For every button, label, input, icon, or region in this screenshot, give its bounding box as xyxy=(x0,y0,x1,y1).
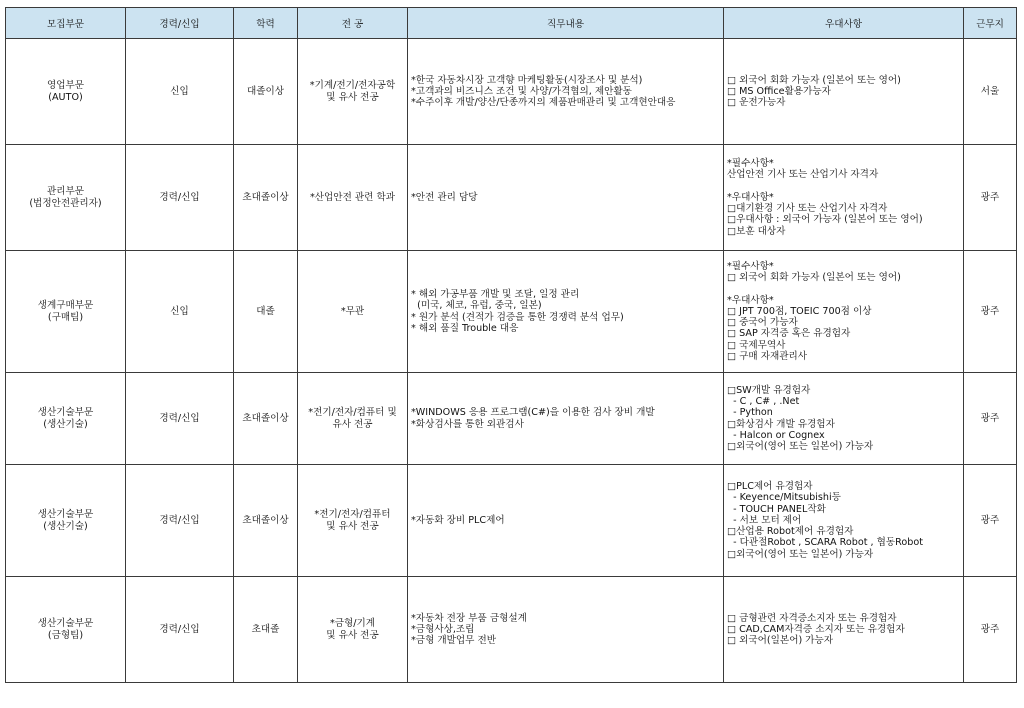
dept-cell xyxy=(6,39,126,145)
dept-cell-line: (생산기술) xyxy=(43,418,88,430)
education-cell-line: 대졸 xyxy=(256,305,275,317)
duties-cell-line: *안전 관리 담당 xyxy=(411,191,478,203)
duties-cell-line: * 원가 분석 (견적가 검증을 통한 경쟁력 분석 업무) xyxy=(411,311,624,323)
location-cell xyxy=(964,145,1017,251)
table-row xyxy=(6,39,1017,145)
major-cell xyxy=(298,251,408,373)
preferences-cell-line xyxy=(727,283,960,294)
duties-cell-line: *화상검사를 통한 외관검사 xyxy=(411,418,524,430)
location-cell-line: 서울 xyxy=(980,85,1000,97)
preferences-cell-line: □ 중국어 가능자 xyxy=(727,317,798,329)
education-cell xyxy=(234,39,298,145)
dept-cell-line: (구매팀) xyxy=(47,311,84,323)
header-career: 경력/신입 xyxy=(126,8,234,39)
dept-cell-line: 생산기술부문 xyxy=(37,617,94,629)
preferences-cell-line: □ JPT 700점, TOEIC 700점 이상 xyxy=(727,305,872,317)
dept-cell-line: 생산기술부문 xyxy=(37,406,94,418)
preferences-cell-line: □대기환경 기사 또는 산업기사 자격자 xyxy=(727,203,888,215)
location-cell xyxy=(964,251,1017,373)
career-cell xyxy=(126,251,234,373)
career-cell-line: 경력/신입 xyxy=(159,191,200,203)
duties-cell xyxy=(408,145,724,251)
preferences-cell-line: *필수사항* xyxy=(727,157,774,169)
preferences-cell-line: □ CAD,CAM자격증 소지자 또는 유경험자 xyxy=(727,623,905,635)
duties-cell-line: *한국 자동차시장 고객향 마케팅활동(시장조사 및 분석) xyxy=(411,74,643,86)
education-cell-line: 대졸이상 xyxy=(246,85,285,97)
duties-cell xyxy=(408,251,724,373)
location-cell-line: 광주 xyxy=(980,412,1000,424)
major-cell-line: *산업안전 관련 학과 xyxy=(309,191,396,203)
preferences-cell-line: □ 운전가능자 xyxy=(727,97,786,109)
education-cell xyxy=(234,465,298,577)
education-cell-line: 초대졸 xyxy=(251,623,280,635)
preferences-cell-line: □ 국제무역사 xyxy=(727,339,786,351)
dept-cell xyxy=(6,373,126,465)
career-cell-line: 신입 xyxy=(170,305,189,317)
preferences-cell-line: - TOUCH PANEL작화 xyxy=(727,503,826,515)
duties-cell-line: *수주이후 개발/양산/단종까지의 제품판매관리 및 고객현안대응 xyxy=(411,97,676,109)
recruitment-table xyxy=(5,7,1017,683)
duties-cell xyxy=(408,465,724,577)
major-cell-line: *무관 xyxy=(340,305,365,317)
location-cell xyxy=(964,465,1017,577)
duties-cell xyxy=(408,39,724,145)
major-cell xyxy=(298,465,408,577)
preferences-cell xyxy=(724,145,964,251)
major-cell-line: 및 유사 전공 xyxy=(326,629,379,641)
major-cell-line: *기계/전기/전자공학 xyxy=(309,79,396,91)
career-cell-line: 경력/신입 xyxy=(159,623,200,635)
header-dept: 모집부문 xyxy=(6,8,126,39)
header-major: 전 공 xyxy=(298,8,408,39)
duties-cell-line: *자동차 전장 부품 금형설계 xyxy=(411,612,527,624)
preferences-cell-line: - C , C# , .Net xyxy=(727,395,800,407)
major-cell xyxy=(298,145,408,251)
preferences-cell xyxy=(724,251,964,373)
major-cell xyxy=(298,577,408,683)
header-row xyxy=(6,8,1017,39)
preferences-cell-line: □보훈 대상자 xyxy=(727,225,786,237)
career-cell-line: 경력/신입 xyxy=(159,412,200,424)
dept-cell xyxy=(6,465,126,577)
education-cell xyxy=(234,251,298,373)
dept-cell-line: (법정안전관리자) xyxy=(29,197,102,209)
preferences-cell-line: □ SAP 자격증 혹은 유경험자 xyxy=(727,328,851,340)
career-cell xyxy=(126,39,234,145)
preferences-cell-line: □외국어(영어 또는 일본어) 가능자 xyxy=(727,441,874,453)
preferences-cell-line: □ 구매 자재관리사 xyxy=(727,351,808,363)
dept-cell xyxy=(6,145,126,251)
location-cell xyxy=(964,39,1017,145)
duties-cell-line: *금형사상,조립 xyxy=(411,623,475,635)
header-preferences: 우대사항 xyxy=(724,8,964,39)
table-row xyxy=(6,145,1017,251)
dept-cell xyxy=(6,251,126,373)
career-cell xyxy=(126,465,234,577)
preferences-cell-line: □ 외국어(일본어) 가능자 xyxy=(727,635,834,647)
preferences-cell xyxy=(724,373,964,465)
dept-cell-line: 영업부문 xyxy=(46,79,85,91)
location-cell-line: 광주 xyxy=(980,191,1000,203)
preferences-cell xyxy=(724,465,964,577)
major-cell-line: 및 유사 전공 xyxy=(326,91,379,103)
table-row xyxy=(6,577,1017,683)
location-cell xyxy=(964,577,1017,683)
preferences-cell-line: - Python xyxy=(727,407,773,419)
major-cell-line: 및 유사 전공 xyxy=(326,520,379,532)
dept-cell-line: 생산기술부문 xyxy=(37,508,94,520)
dept-cell-line: (생산기술) xyxy=(43,520,88,532)
preferences-cell-line: □SW개발 유경험자 xyxy=(727,384,811,396)
duties-cell-line: *금형 개발업무 전반 xyxy=(411,635,497,647)
preferences-cell-line: □화상검사 개발 유경험자 xyxy=(727,418,835,430)
preferences-cell-line: 산업안전 기사 또는 산업기사 자격자 xyxy=(727,169,879,181)
preferences-cell xyxy=(724,39,964,145)
preferences-cell-line: - Keyence/Mitsubishi등 xyxy=(727,492,841,504)
location-cell-line: 광주 xyxy=(980,623,1000,635)
location-cell-line: 광주 xyxy=(980,514,1000,526)
major-cell-line: 유사 전공 xyxy=(332,418,373,430)
duties-cell-line: *WINDOWS 응용 프로그램(C#)을 이용한 검사 장비 개발 xyxy=(411,407,655,419)
career-cell xyxy=(126,577,234,683)
duties-cell-line: *고객과의 비즈니스 조건 및 사양/가격협의, 제안활동 xyxy=(411,85,632,97)
career-cell xyxy=(126,145,234,251)
career-cell-line: 경력/신입 xyxy=(159,514,200,526)
preferences-cell-line: □외국어(영어 또는 일본어) 가능자 xyxy=(727,548,874,560)
preferences-cell-line: □ 금형관련 자격증소지자 또는 유경험자 xyxy=(727,612,897,624)
dept-cell-line: 생계구매부문 xyxy=(37,299,94,311)
header-duties: 직무내용 xyxy=(408,8,724,39)
career-cell-line: 신입 xyxy=(170,85,189,97)
dept-cell-line: (금형팀) xyxy=(47,629,84,641)
dept-cell-line: 관리부문 xyxy=(46,185,85,197)
table-row xyxy=(6,373,1017,465)
preferences-cell-line: *우대사항* xyxy=(727,294,774,306)
header-location: 근무지 xyxy=(964,8,1017,39)
duties-cell-line: * 해외 품질 Trouble 대응 xyxy=(411,322,519,334)
preferences-cell-line: - 다관절Robot , SCARA Robot , 협동Robot xyxy=(727,537,923,549)
major-cell-line: *전기/전자/컴퓨터 xyxy=(314,508,391,520)
preferences-cell-line: □PLC제어 유경험자 xyxy=(727,480,813,492)
duties-cell-line: (미국, 체코, 유럽, 중국, 일본) xyxy=(411,300,542,312)
duties-cell-line: *자동화 장비 PLC제어 xyxy=(411,514,505,526)
preferences-cell-line xyxy=(727,181,960,192)
preferences-cell-line: - 서보 모터 제어 xyxy=(727,514,802,526)
education-cell xyxy=(234,145,298,251)
dept-cell xyxy=(6,577,126,683)
duties-cell xyxy=(408,373,724,465)
duties-cell-line: * 해외 가공부품 개발 및 조달, 일정 관리 xyxy=(411,288,580,300)
preferences-cell-line: □산업용 Robot제어 유경험자 xyxy=(727,526,854,538)
career-cell xyxy=(126,373,234,465)
preferences-cell-line: - Halcon or Cognex xyxy=(727,429,825,441)
education-cell-line: 초대졸이상 xyxy=(242,514,289,526)
preferences-cell-line: □우대사항 : 외국어 가능자 (일본어 또는 영어) xyxy=(727,214,923,226)
preferences-cell-line: *우대사항* xyxy=(727,191,774,203)
education-cell-line: 초대졸이상 xyxy=(242,191,289,203)
major-cell-line: *금형/기계 xyxy=(329,617,376,629)
preferences-cell xyxy=(724,577,964,683)
major-cell xyxy=(298,39,408,145)
header-education: 학력 xyxy=(234,8,298,39)
duties-cell xyxy=(408,577,724,683)
table-row xyxy=(6,465,1017,577)
dept-cell-line: (AUTO) xyxy=(48,91,83,103)
preferences-cell-line: □ 외국어 회화 가능자 (일본어 또는 영어) xyxy=(727,271,901,283)
preferences-cell-line: □ MS Office활용가능자 xyxy=(727,85,831,97)
table-row xyxy=(6,251,1017,373)
education-cell xyxy=(234,577,298,683)
education-cell xyxy=(234,373,298,465)
preferences-cell-line: □ 외국어 회화 가능자 (일본어 또는 영어) xyxy=(727,74,901,86)
preferences-cell-line: *필수사항* xyxy=(727,260,774,272)
location-cell xyxy=(964,373,1017,465)
education-cell-line: 초대졸이상 xyxy=(242,412,289,424)
location-cell-line: 광주 xyxy=(980,305,1000,317)
major-cell-line: *전기/전자/컴퓨터 및 xyxy=(308,406,397,418)
major-cell xyxy=(298,373,408,465)
